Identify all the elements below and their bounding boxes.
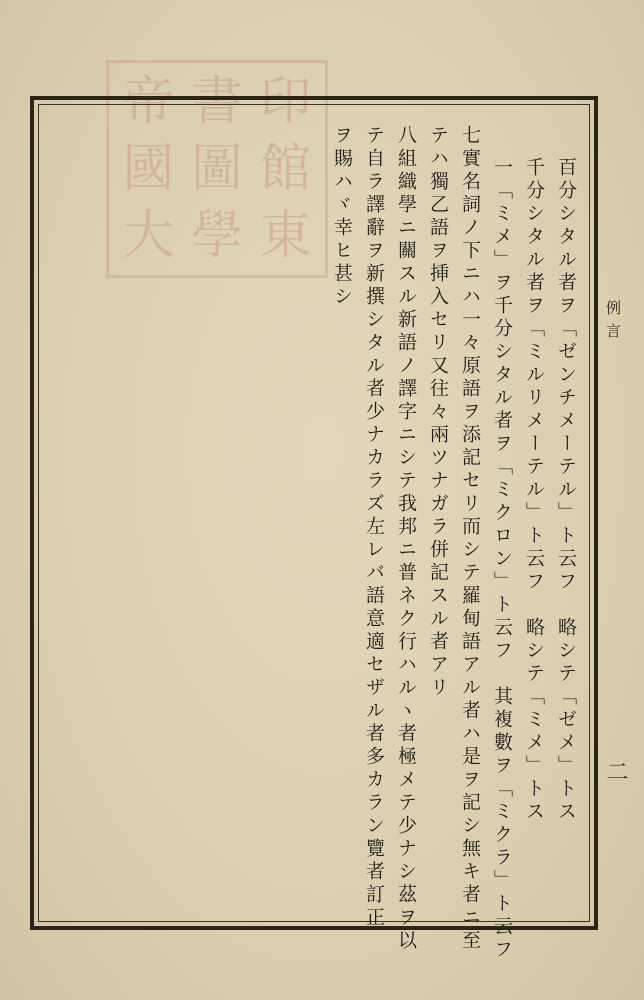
seal-char: 學 — [190, 206, 243, 267]
seal-char: 東 — [259, 206, 312, 267]
body-text — [270, 125, 582, 962]
page-number: 二 — [603, 760, 628, 782]
text-line: 百分シタル者ヲ「ゼンチメーテル」ト云フ 略シテ「ゼメ」トス — [555, 157, 577, 824]
running-title: 例言 — [604, 300, 622, 346]
seal-char: 書 — [190, 71, 243, 132]
text-line: 千分シタル者ヲ「ミルリメーテル」ト云フ 略シテ「ミメ」トス — [523, 157, 545, 824]
text-line: 一「ミメ」ヲ千分シタル者ヲ「ミクロン」ト云フ 其複數ヲ「ミクラ」ト云フ — [491, 157, 513, 962]
text-line: 八組織學ニ關スル新語ノ譯字ニシテ我邦ニ普ネク行ハルヽ者極メテ少ナシ茲ヲ以 — [395, 125, 417, 953]
seal-char: 大 — [122, 206, 175, 267]
seal-char: 館 — [259, 138, 312, 199]
text-line: テハ獨乙語ヲ挿入セリ又往々兩ツナガラ併記スル者アリ — [427, 125, 449, 700]
seal-char: 國 — [122, 138, 175, 199]
text-line: 七實名詞ノ下ニハ一々原語ヲ添記セリ而シテ羅甸語アル者ハ是ヲ記シ無キ者ニ至 — [459, 125, 481, 953]
seal-char: 圖 — [190, 138, 243, 199]
text-line: ヲ賜ハヾ幸ヒ甚シ — [331, 125, 353, 309]
text-line: テ自ラ譯辭ヲ新撰シタル者少ナカラズ左レバ語意適セザル者多カラン覽者訂正 — [363, 125, 385, 930]
seal-char: 印 — [259, 71, 312, 132]
seal-char: 帝 — [122, 71, 175, 132]
